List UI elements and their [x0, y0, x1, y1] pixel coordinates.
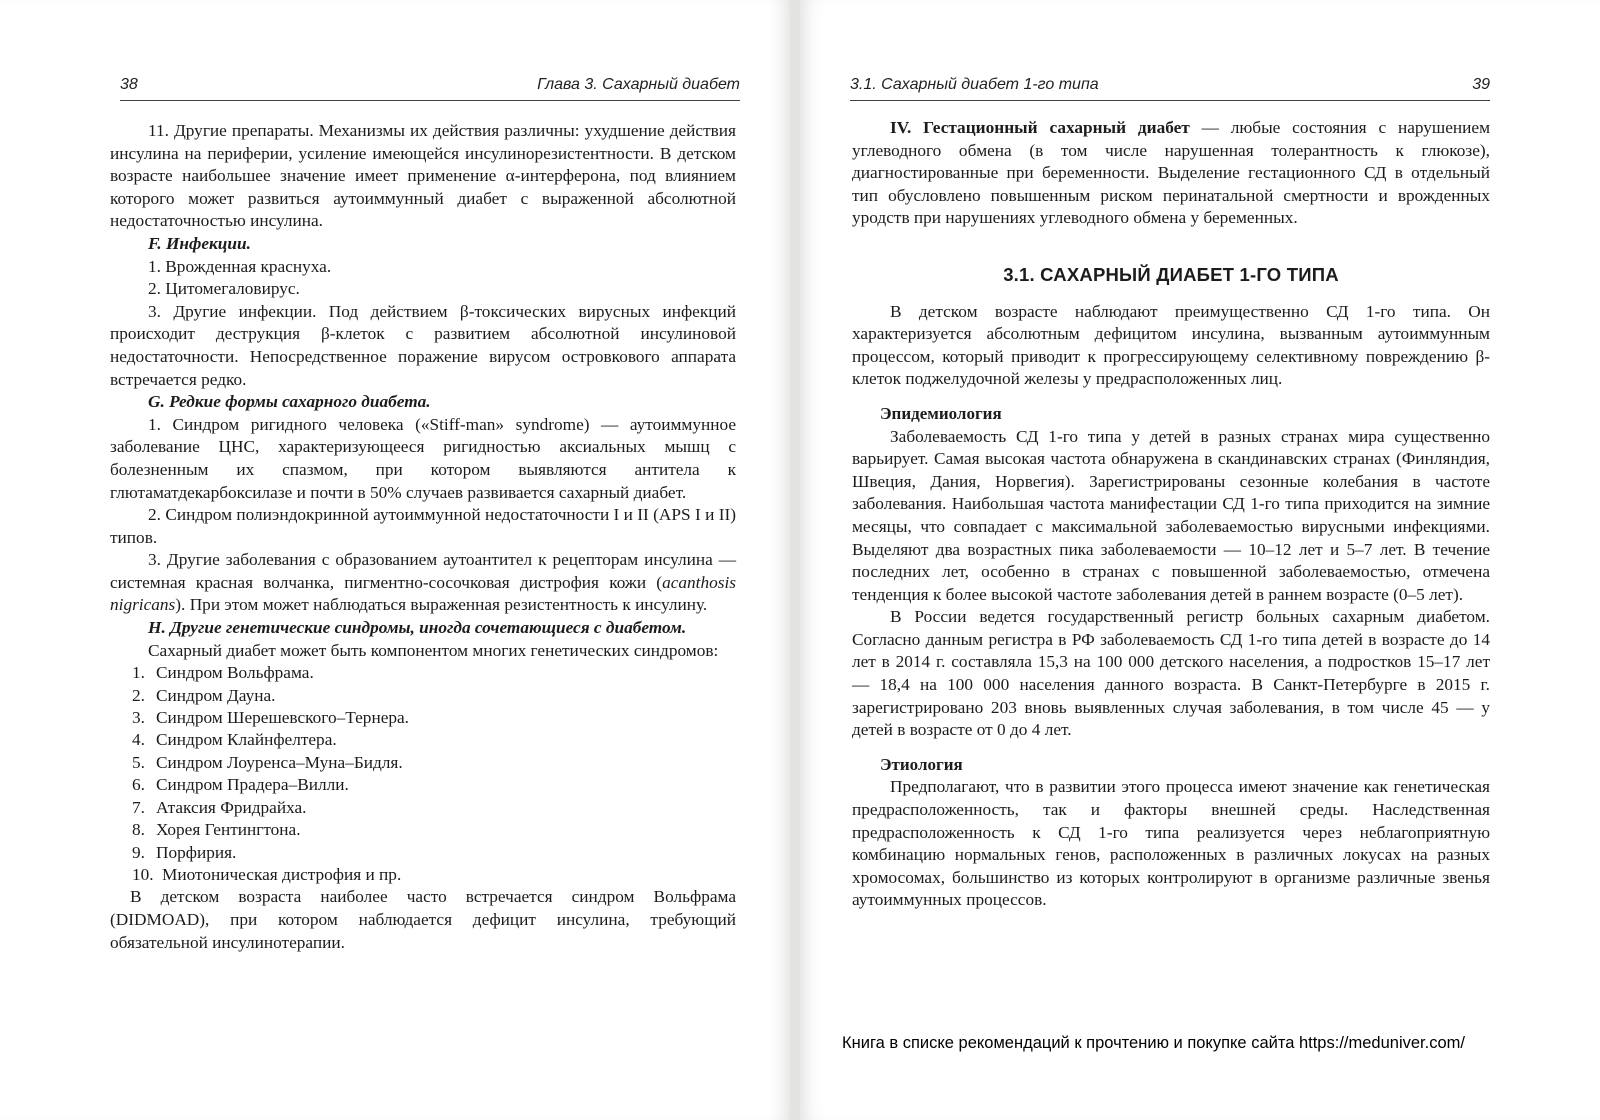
list-item: 2. Синдром Дауна.	[132, 685, 276, 705]
genetic-intro: Сахарный диабет может быть компонентом многих генетических синдромов:	[148, 640, 719, 660]
infections-list	[110, 256, 736, 392]
paragraph-drugs: 11. Другие препараты. Механизмы их действия различны: ухудшение действия инсулина на периферии, усиление имеющейся инсулинорезистентности. В детском возрасте наибольшее значение имеет применение α-интерферона, под влиянием которого может развиться аутоиммунный диабет с выраженной абсолютной недостаточностью инсулина.	[110, 121, 736, 231]
list-item: 3. Другие инфекции. Под действием β-токсических вирусных инфекций происходит деструкция β-клеток с развитием абсолютной инсулиновой недостаточности. Непосредственное поражение вирусом островкового аппарата встречается редко.	[110, 301, 736, 389]
paragraph-intro: В детском возрасте наблюдают преимущественно СД 1-го типа. Он характеризуется абсолютным дефицитом инсулина, вызванным аутоиммунным процессом, который приводит к прогрессирующему селективному повреждению β-клеток поджелудочной железы у предрасположенных лиц.	[852, 301, 1490, 389]
list-item: 6. Синдром Прадера–Вилли.	[132, 775, 349, 795]
list-item: 3. Синдром Шерешевского–Тернера.	[132, 708, 409, 728]
left-page-body	[110, 120, 736, 954]
rare-form-3-text-a: 3. Другие заболевания с образованием аутоантител к рецепторам инсулина — системная красная волчанка, пигментно-сосочковая дистрофия кожи (	[110, 550, 736, 592]
list-item: 5. Синдром Лоуренса–Муна–Бидля.	[132, 752, 403, 772]
right-page-body	[852, 117, 1490, 912]
syndromes-list	[110, 662, 736, 886]
gestational-heading: IV. Гестационный сахарный диабет	[890, 118, 1190, 137]
list-item: 4. Синдром Клайнфелтера.	[132, 730, 337, 750]
heading-etiology: Этиология	[880, 754, 963, 774]
chapter-title: Глава 3. Сахарный диабет	[537, 76, 740, 93]
list-item: 8. Хорея Гентингтона.	[132, 820, 301, 840]
section-title: 3.1. САХАРНЫЙ ДИАБЕТ 1-ГО ТИПА	[1003, 263, 1339, 285]
left-running-head	[120, 74, 740, 101]
website-note: Книга в списке рекомендаций к прочтению и покупке сайта https://meduniver.com/	[842, 1034, 1465, 1052]
list-item: 9. Порфирия.	[132, 842, 237, 862]
paragraph-etiology: Предполагают, что в развитии этого процесса имеют значение как генетическая предрасположенность, так и факторы внешней среды. Наследственная предрасположенность к СД 1-го типа реализуется через неблагоприятную комбинацию нормальных генов, расположенных в различных локусах на разных хромосомах, большинство из которых контролируют в организме различные звенья аутоиммунных процессов.	[852, 777, 1490, 910]
list-item: 2. Цитомегаловирус.	[148, 279, 300, 299]
rare-form-3-italic: acanthosis nigricans	[110, 572, 736, 615]
paragraph-epidemiology-1: Заболеваемость СД 1-го типа у детей в разных странах мира существенно варьирует. Самая высокая частота обнаружена в скандинавских странах (Финляндия, Швеция, Дания, Норвегия). Зарегистрированы сезонные колебания в частоте заболевания. Наибольшая частота манифестации СД 1-го типа приходится на зимние месяцы, что совпадает с максимальной заболеваемостью вирусными инфекциями. Выделяют два возрастных пика заболеваемости — 10–12 лет и 5–7 лет. В течение последних лет, особенно в странах с повышенной заболеваемостью, отмечена тенденция к более высокой частоте заболевания детей в раннем возрасте (0–5 лет).	[852, 426, 1490, 604]
left-page	[0, 0, 790, 1120]
paragraph-wolfram: В детском возраста наиболее часто встречается синдром Вольфрама (DIDMOAD), при котором наблюдается дефицит инсулина, требующий обязательной инсулинотерапии.	[110, 887, 736, 952]
paragraph-epidemiology-2: В России ведется государственный регистр больных сахарным диабетом. Согласно данным регистра в РФ заболеваемость СД 1-го типа детей в возрасте до 14 лет в 2014 г. составляла 15,3 на 100 000 детского населения, а подростков 15–17 лет — 18,4 на 100 000 населения данного возраста. В Санкт-Петербурге в 2015 г. зарегистрировано 203 вновь выявленных случая заболевания, в том числе 45 — у детей в возрасте от 0 до 4 лет.	[852, 607, 1490, 740]
page-number: 38	[120, 76, 138, 93]
page-number: 39	[1472, 76, 1490, 93]
section-header: 3.1. Сахарный диабет 1-го типа	[850, 76, 1099, 93]
heading-epidemiology: Эпидемиология	[880, 403, 1002, 423]
gestational-text: — любые состояния с нарушением углеводного обмена (в том числе нарушенная толерантность к глюкозе), диагностированные при беременности. Выделение гестационного СД в отдельный тип обусловлено повышенным риском перинатальной смертности и врожденных уродств при нарушениях углеводного обмена у беременных.	[852, 118, 1491, 228]
heading-rare-forms: G. Редкие формы сахарного диабета.	[148, 392, 431, 412]
rare-form-3	[110, 549, 736, 617]
list-item: 10. Миотоническая дистрофия и пр.	[132, 864, 402, 884]
rare-form-1: 1. Синдром ригидного человека («Stiff-man» syndrome) — аутоиммунное заболевание ЦНС, характеризующееся ригидностью аксиальных мышц с болезненным их спазмом, при котором выявляются антитела к глютаматдекарбоксилазе и почти в 50% случаев развивается сахарный диабет.	[110, 414, 736, 502]
heading-infections: F. Инфекции.	[148, 233, 251, 253]
right-running-head	[850, 74, 1490, 101]
heading-genetic-syndromes: H. Другие генетические синдромы, иногда сочетающиеся с диабетом.	[148, 618, 687, 638]
right-page	[800, 0, 1600, 1120]
list-item: 7. Атаксия Фридрайха.	[132, 797, 307, 817]
rare-form-3-text-b: ). При этом может наблюдаться выраженная резистентность к инсулину.	[175, 595, 708, 615]
paragraph-gestational	[852, 117, 1490, 230]
list-item: 1. Синдром Вольфрама.	[132, 663, 314, 683]
rare-form-2: 2. Синдром полиэндокринной аутоиммунной недостаточности I и II (APS I и II) типов.	[110, 505, 736, 547]
book-gutter	[790, 0, 800, 1120]
list-item: 1. Врожденная краснуха.	[148, 256, 332, 276]
